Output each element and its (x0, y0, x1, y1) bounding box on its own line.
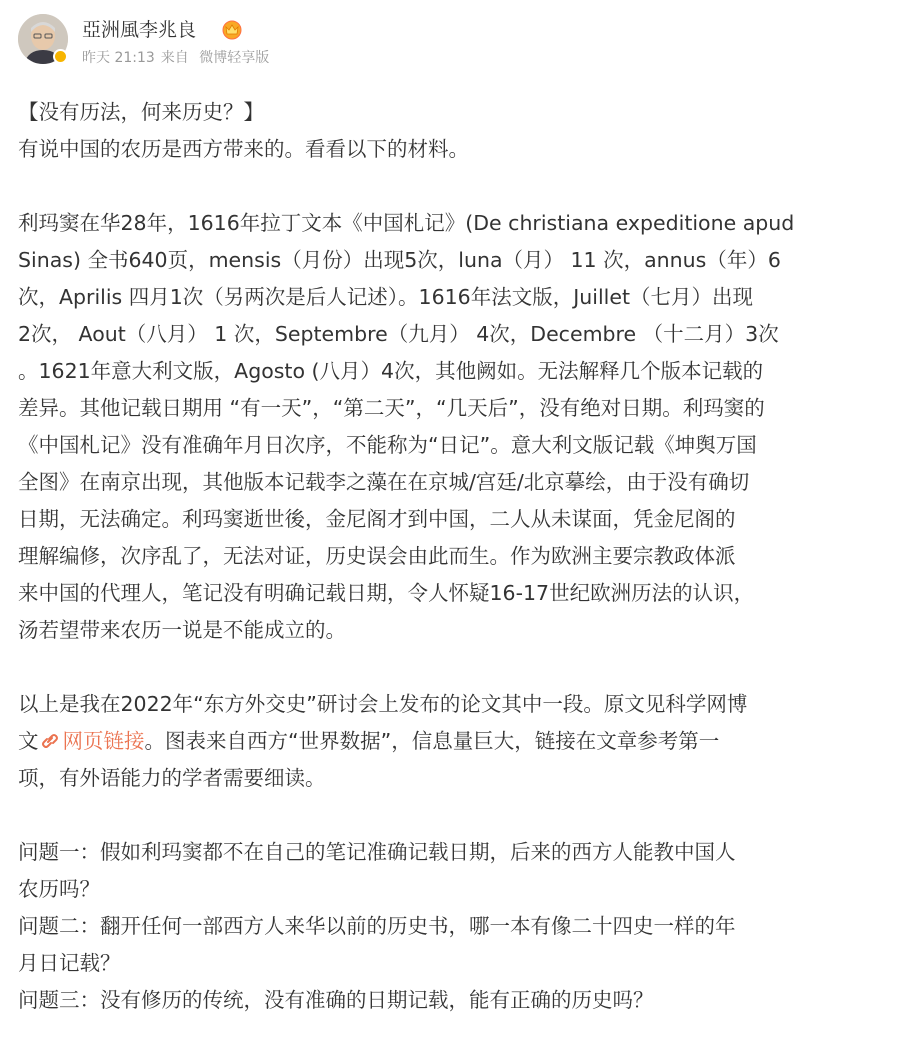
post-time[interactable]: 昨天 21:13 (82, 50, 155, 66)
post-meta (82, 49, 275, 67)
paragraph-line: 项，有外语能力的学者需要细读。 (18, 766, 326, 790)
paragraph-line: 2次， Aout（八月） 1 次，Septembre（九月） 4次，Decembre （十二月）3次 (18, 322, 779, 346)
web-link-label[interactable]: 网页链接 (62, 729, 145, 753)
question-line: 问题三：没有修历的传统，没有准确的日期记载，能有正确的历史吗？ (18, 988, 654, 1012)
link-chain-icon (39, 731, 61, 751)
paragraph-line: 次，Aprilis 四月1次（另两次是后人记述）。1616年法文版，Juillet（七月）出现 (18, 285, 753, 309)
paragraph-line: 《中国札记》没有准确年月日次序，不能称为“日记”。意大利文版记载《坤舆万国 (18, 433, 757, 457)
question-line: 问题一：假如利玛窦都不在自己的笔记准确记载日期，后来的西方人能教中国人 (18, 840, 736, 864)
post-intro: 有说中国的农历是西方带来的。看看以下的材料。 (18, 137, 469, 161)
paragraph-line: 以上是我在2022年“东方外交史”研讨会上发布的论文其中一段。原文见科学网博 (18, 692, 748, 716)
paragraph-line: 汤若望带来农历一说是不能成立的。 (18, 618, 346, 642)
question-line: 农历吗？ (18, 877, 100, 901)
web-link[interactable] (39, 729, 145, 753)
post-header (18, 12, 898, 68)
post-title: 【没有历法，何来历史？】 (18, 100, 264, 124)
author-name[interactable]: 亞洲風李兆良 (82, 19, 197, 41)
verified-badge-icon (53, 49, 68, 64)
paragraph-line: Sinas) 全书640页，mensis（月份）出现5次，luna（月） 11 次，annus（年）6 (18, 248, 781, 272)
paragraph-line: 来中国的代理人，笔记没有明确记载日期，令人怀疑16-17世纪欧洲历法的认识， (18, 581, 755, 605)
questions (18, 834, 908, 1019)
paragraph-line: 理解编修，次序乱了，无法对证，历史误会由此而生。作为欧洲主要宗教政体派 (18, 544, 736, 568)
paragraph-line: 差异。其他记载日期用 “有一天”，“第二天”，“几天后”，没有绝对日期。利玛窦的 (18, 396, 765, 420)
spacer (18, 649, 908, 686)
spacer (18, 168, 908, 205)
question-line: 问题二：翻开任何一部西方人来华以前的历史书，哪一本有像二十四史一样的年 (18, 914, 736, 938)
source-prefix: 来自 (160, 50, 189, 66)
vip-crown-icon[interactable] (220, 18, 244, 40)
post-source[interactable]: 微博轻享版 (199, 50, 270, 66)
paragraph-line: 。1621年意大利文版，Agosto (八月）4次，其他阙如。无法解释几个版本记载的 (18, 359, 764, 383)
paragraph-line: 日期，无法确定。利玛窦逝世後，金尼阁才到中国，二人从未谋面，凭金尼阁的 (18, 507, 736, 531)
post-body (18, 94, 908, 1019)
paragraph-two (18, 686, 908, 797)
question-line: 月日记载？ (18, 951, 121, 975)
text-fragment: 。图表来自西方“世界数据”，信息量巨大，链接在文章参考第一 (144, 729, 720, 753)
paragraph-line: 利玛窦在华28年，1616年拉丁文本《中国札记》(De christiana expeditione apud (18, 211, 795, 235)
spacer (18, 797, 908, 834)
paragraph-one (18, 205, 908, 649)
text-fragment: 文 (18, 729, 39, 753)
paragraph-line: 全图》在南京出现，其他版本记载李之藻在在京城/宫廷/北京摹绘，由于没有确切 (18, 470, 750, 494)
paragraph-line-with-link (18, 723, 908, 760)
